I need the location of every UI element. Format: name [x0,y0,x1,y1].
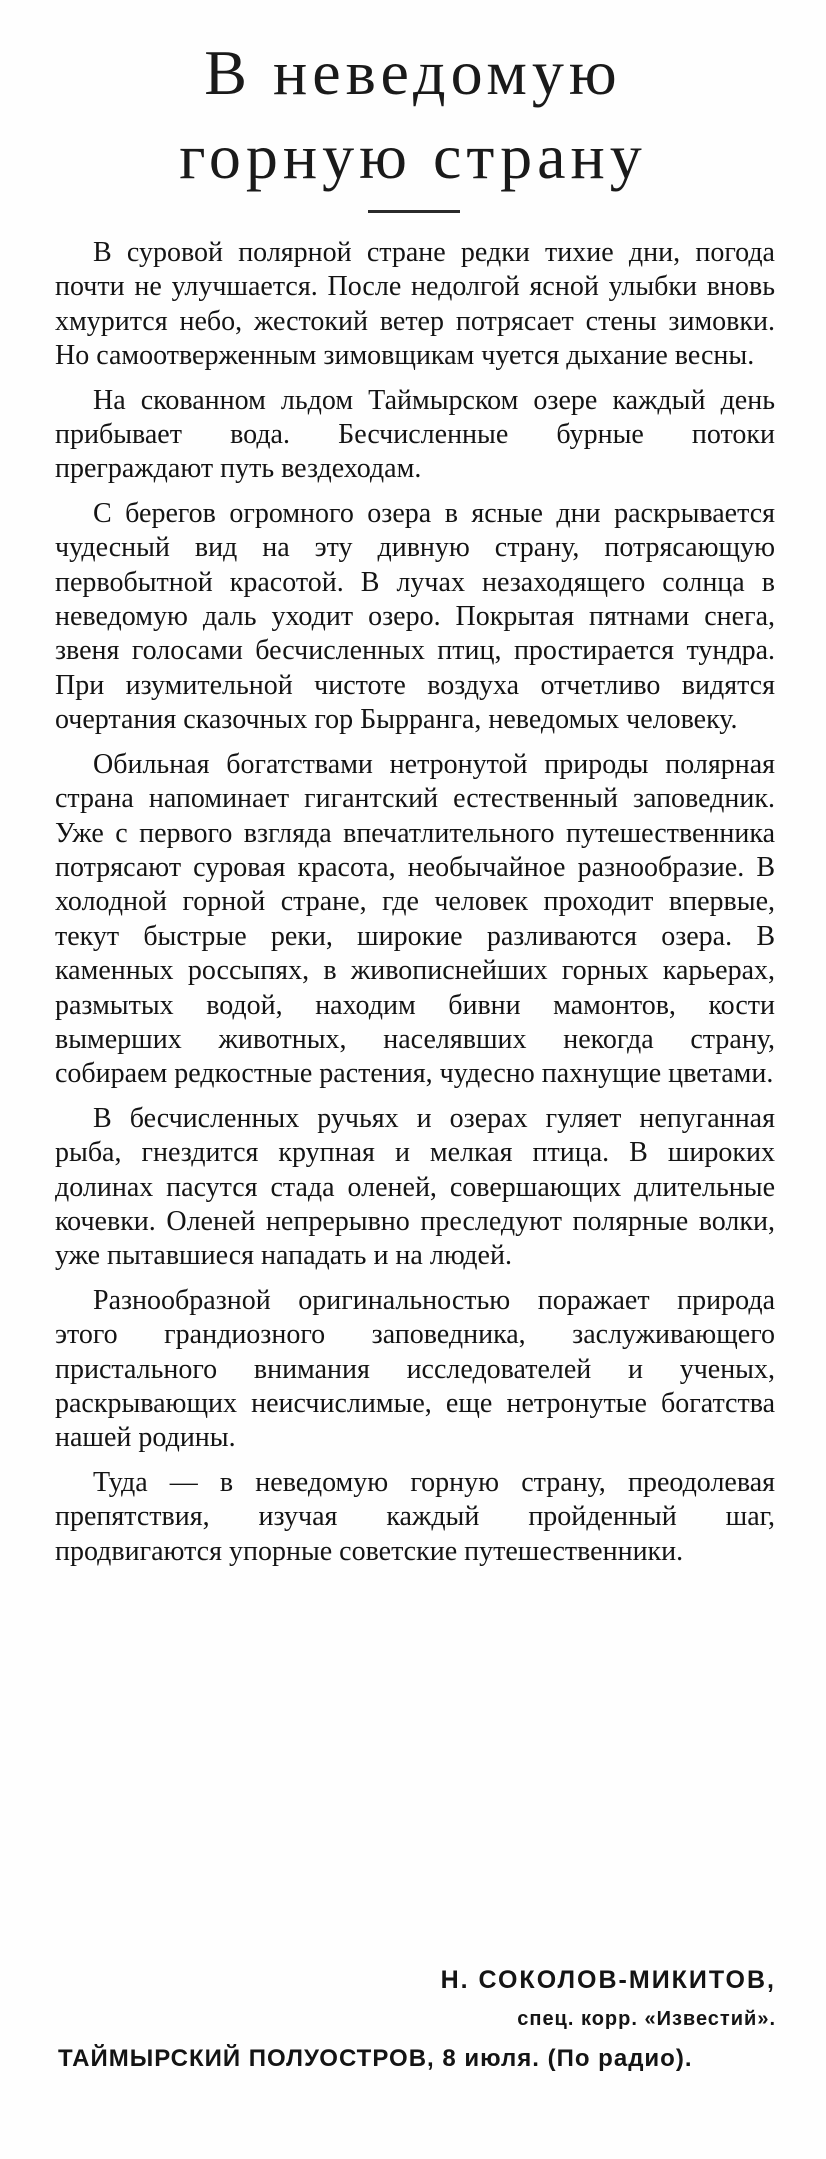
headline-line-1: В неведомую [204,37,622,108]
article-body [55,236,775,1579]
paragraph-3: С берегов огромного озера в ясные дни раскрывается чудесный вид на эту дивную страну, потрясающую первобытной красотой. В лучах незаходящего солнца в неведомую даль уходит озеро. Покрытая пятнами снега, звеня голосами бесчисленных птиц, простирается тундра. При изумительной чистоте воздуха отчетливо видятся очертания сказочных гор Бырранга, неведомых человеку. [55,497,775,736]
paragraph-4: Обильная богатствами нетронутой природы полярная страна напоминает гигантский естественный заповедник. Уже с первого взгляда впечатлительного путешественника потрясают суровая красота, необычайное разнообразие. В холодной горной стране, где человек проходит впервые, текут быстрые реки, широкие разливаются озера. В каменных россыпях, в живописнейших горных карьерах, размытых водой, находим бивни мамонтов, кости вымерших животных, населявших некогда страну, собираем редкостные растения, чудесно пахнущие цветами. [55,748,775,1090]
title-divider [368,210,460,213]
paragraph-2: На скованном льдом Таймырском озере каждый день прибывает вода. Бесчисленные бурные потоки преграждают путь вездеходам. [55,384,775,485]
author-role: спец. корр. «Известий». [517,2008,776,2030]
dateline: ТАЙМЫРСКИЙ ПОЛУОСТРОВ, 8 июля. (По радио). [58,2045,693,2072]
paragraph-1: В суровой полярной стране редки тихие дни, погода почти не улучшается. После недолгой ясной улыбки вновь хмурится небо, жестокий ветер потрясает стены зимовки. Но самоотверженным зимовщикам чуется дыхание весны. [55,237,775,372]
paragraph-5: В бесчисленных ручьях и озерах гуляет непуганная рыба, гнездится крупная и мелкая птица. В широких долинах пасутся стада оленей, совершающих длительные кочевки. Оленей непрерывно преследуют полярные волки, уже пытавшиеся нападать и на людей. [55,1102,775,1272]
author-name: Н. СОКОЛОВ-МИКИТОВ, [440,1966,776,1994]
headline-line-2: горную страну [179,121,647,192]
paragraph-6: Разнообразной оригинальностью поражает природа этого грандиозного заповедника, заслуживающего пристального внимания исследователей и ученых, раскрывающих неисчислимые, еще нетронутые богатства нашей родины. [55,1284,775,1454]
paragraph-7: Туда — в неведомую горную страну, преодолевая препятствия, изучая каждый пройденный шаг, продвигаются упорные советские путешественники. [55,1466,775,1567]
